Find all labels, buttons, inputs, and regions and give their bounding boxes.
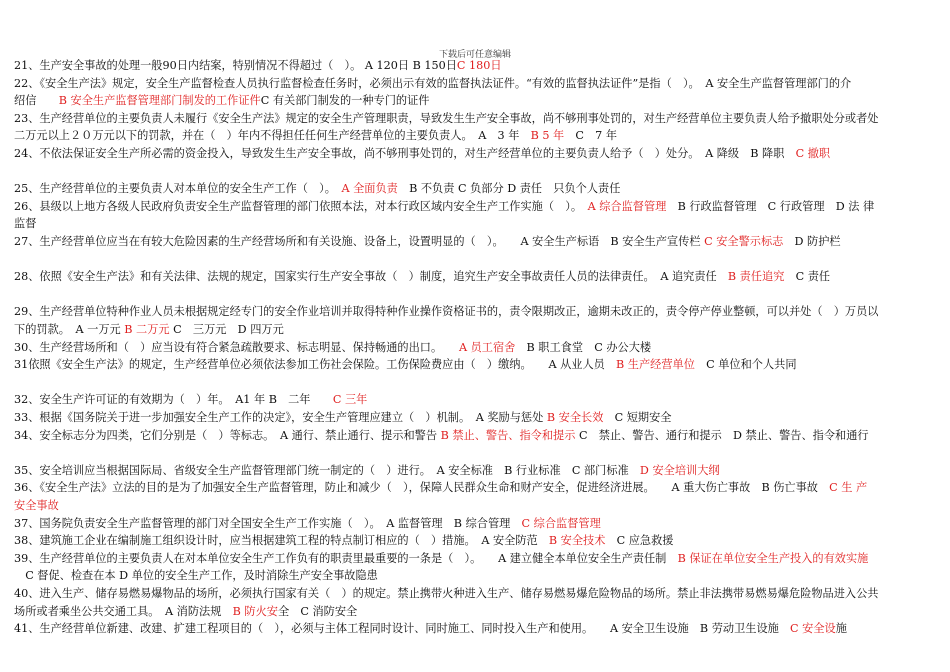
text-line (14, 551, 936, 567)
question-text: 下的罚款。 A 一万元 (14, 323, 125, 336)
text-line (14, 199, 936, 215)
text-line (14, 357, 936, 373)
text-line (14, 269, 936, 285)
question-text: 39、生产经营单位的主要负责人在对本单位安全生产工作负有的职责里最重要的一条是（ ）。 A 建立健全本单位安全生产责任制 (14, 551, 678, 565)
question-text: C 三万元 D 四万元 (169, 323, 284, 336)
answer-text: B 5 年 (530, 129, 565, 143)
answer-text: A 全面负责 (341, 182, 398, 196)
question-text: 21、生产安全事故的处理一般90日内结案，特别情况不得超过（ ）。 A 120日 B 150日 (14, 59, 457, 72)
question-text: C 责任 (784, 270, 831, 284)
question-text: 施 (835, 622, 847, 636)
question-text: 40、进入生产、储存易燃易爆物品的场所，必须执行国家有关（ ）的规定。禁止携带火种进入生产、储存易燃易爆危险物品的场所。禁止非法携带易燃易爆危险物品进入公共 (14, 587, 879, 600)
question-text: 35、安全培训应当根据国际局、省级安全生产监督管理部门统一制定的（ ）进行。 A 安全标准 B 行业标准 C 部门标准 (14, 463, 640, 477)
answer-text: C 生 产 (829, 481, 868, 495)
text-line (14, 234, 936, 250)
answer-text: C 三年 (332, 393, 368, 407)
text-line (14, 93, 936, 109)
question-text: 34、安全标志分为四类，它们分别是（ ）等标志。 A 通行、禁止通行、提示和警告 (14, 428, 441, 442)
question-text: 36、《安全生产法》立法的目的是为了加强安全生产监督管理，防止和减少（ ），保障人民群众生命和财产安全，促进经济进展。 A 重大伤亡事故 B 伤亡事故 (14, 481, 830, 495)
question-text: C 单位和个人共同 (694, 358, 797, 372)
text-line (14, 111, 936, 127)
question-text: D 防护栏 (783, 235, 841, 248)
question-text: 监督 (14, 217, 37, 231)
text-line (14, 498, 936, 514)
text-line (14, 340, 936, 356)
question-text: 二万元以上２０万元以下的罚款，并在（ ）年内不得担任任何生产经营单位的主要负责人。 A 3 年 (14, 129, 531, 143)
question-text: C 督促、检查在本 D 单位的安全生产工作，及时消除生产安全事故隐患 (14, 569, 378, 583)
question-text: 29、生产经营单位特种作业人员未根据规定经专门的安全作业培训并取得特种作业操作资格证书的，责令限期改正，逾期未改正的，责令停产停业整顿，可以并处（ ）万员以 (14, 305, 879, 319)
answer-text: B 安全技术 (548, 534, 606, 548)
question-text: 30、生产经营场所和（ ）应当设有符合紧急疏散要求、标志明显、保持畅通的出口。 (14, 340, 459, 354)
text-line (14, 410, 936, 426)
answer-text: C 综合监督管理 (521, 516, 601, 530)
question-text: 32、安全生产许可证的有效期为（ ）年。 A1 年 B 二年 (14, 393, 333, 407)
question-text: 27、生产经营单位应当在有较大危险因素的生产经营场所和有关设施、设备上，设置明显的（ ）。 A 安全生产标语 B 安全生产宣传栏 (14, 235, 705, 248)
answer-text: B 防火安 (232, 604, 278, 618)
text-line (14, 533, 936, 549)
text-line (14, 568, 936, 584)
text-line (14, 392, 936, 408)
question-text: C 禁止、警告、通行和提示 D 禁止、警告、指令和通行 (575, 428, 869, 442)
answer-text: B 禁止、警告、指令和提示 (440, 428, 576, 442)
answer-text: A 综合监督管理 (587, 199, 667, 213)
text-line (14, 128, 936, 144)
answer-text: C 180日 (456, 59, 502, 72)
text-line (14, 76, 936, 92)
text-line (14, 604, 936, 620)
text-line (14, 428, 936, 444)
question-text: C 短期安全 (603, 411, 672, 424)
text-line (14, 480, 936, 496)
question-text: 23、生产经营单位的主要负责人未履行《安全生产法》规定的安全生产管理职责，导致发生生产安全事故，尚不够刑事处罚的，对生产经营单位主要负责人给予撤职处分或者处 (14, 111, 879, 125)
text-line (14, 216, 936, 232)
question-text: C 有关部门制发的一种专门的证件 (260, 94, 430, 108)
text-line (14, 322, 936, 338)
answer-text: B 安全生产监督管理部门制发的工作证件 (58, 94, 261, 108)
question-text: B 行政监督管理 C 行政管理 D 法 律 (666, 199, 875, 213)
question-text: B 不负责 C 负部分 D 责任 只负个人责任 (397, 182, 621, 196)
answer-text: C 撤职 (795, 147, 831, 160)
text-line (14, 58, 936, 74)
question-text: 28、依照《安全生产法》和有关法律、法规的规定，国家实行生产安全事故（ ）制度，追究生产安全事故责任人员的法律责任。 A 追究责任 (14, 270, 728, 284)
question-text: C 7 年 (564, 129, 618, 143)
question-text: 22、《安全生产法》规定，安全生产监督检查人员执行监督检查任务时，必须出示有效的监督执法证件。“有效的监督执法证件”是指（ ）。 A 安全生产监督管理部门的介 (14, 76, 852, 90)
text-line (14, 463, 936, 479)
question-text: 绍信 (14, 94, 59, 108)
question-text: 31依照《安全生产法》的规定，生产经营单位必须依法参加工伤社会保险。工伤保险费应由（ ）缴纳。 A 从业人员 (14, 358, 617, 372)
question-text: 33、根据《国务院关于进一步加强安全生产工作的决定》，安全生产管理应建立（ ）机制。 A 奖励与惩处 (14, 411, 547, 424)
page-header: 下载后可任意编辑 (438, 50, 511, 60)
question-text: 38、建筑施工企业在编制施工组织设计时，应当根据建筑工程的特点制订相应的（ ）措施。 A 安全防范 (14, 534, 549, 548)
answer-text: B 生产经营单位 (616, 358, 695, 372)
answer-text: B 二万元 (124, 323, 170, 336)
text-line (14, 304, 936, 320)
answer-text: A 员工宿舍 (458, 340, 516, 354)
question-text: C 应急救援 (605, 534, 674, 548)
text-line (14, 516, 936, 532)
text-line (14, 181, 936, 197)
question-text: 全 C 消防安全 (277, 604, 358, 618)
text-line (14, 146, 936, 162)
question-text: 26、县级以上地方各级人民政府负责安全生产监督管理的部门依照本法，对本行政区域内安全生产工作实施（ ）。 (14, 199, 588, 213)
answer-text: C 安全警示标志 (704, 235, 784, 248)
question-text: B 职工食堂 C 办公大楼 (515, 340, 652, 354)
text-line (14, 586, 936, 602)
question-text: 24、不依法保证安全生产所必需的资金投入，导致发生生产安全事故，尚不够刑事处罚的，对生产经营单位的主要负责人给予（ ）处分。 A 降级 B 降职 (14, 147, 796, 160)
text-line (14, 621, 936, 637)
answer-text: C 安全设 (790, 622, 836, 636)
answer-text: D 安全培训大纲 (639, 463, 720, 477)
answer-text: 安全事故 (14, 499, 59, 512)
question-text: 25、生产经营单位的主要负责人对本单位的安全生产工作（ ）。 (14, 182, 342, 196)
answer-text: B 安全长效 (546, 411, 604, 424)
question-text: 场所或者乘坐公共交通工具。 A 消防法规 (14, 604, 233, 618)
answer-text: B 责任追究 (727, 270, 785, 284)
answer-text: B 保证在单位安全生产投入的有效实施 (677, 551, 869, 565)
question-text: 41、生产经营单位新建、改建、扩建工程项目的（ ），必须与主体工程同时设计、同时施工、同时投入生产和使用。 A 安全卫生设施 B 劳动卫生设施 (14, 622, 791, 636)
question-text: 37、国务院负责安全生产监督管理的部门对全国安全生产工作实施（ ）。 A 监督管理 B 综合管理 (14, 516, 522, 530)
